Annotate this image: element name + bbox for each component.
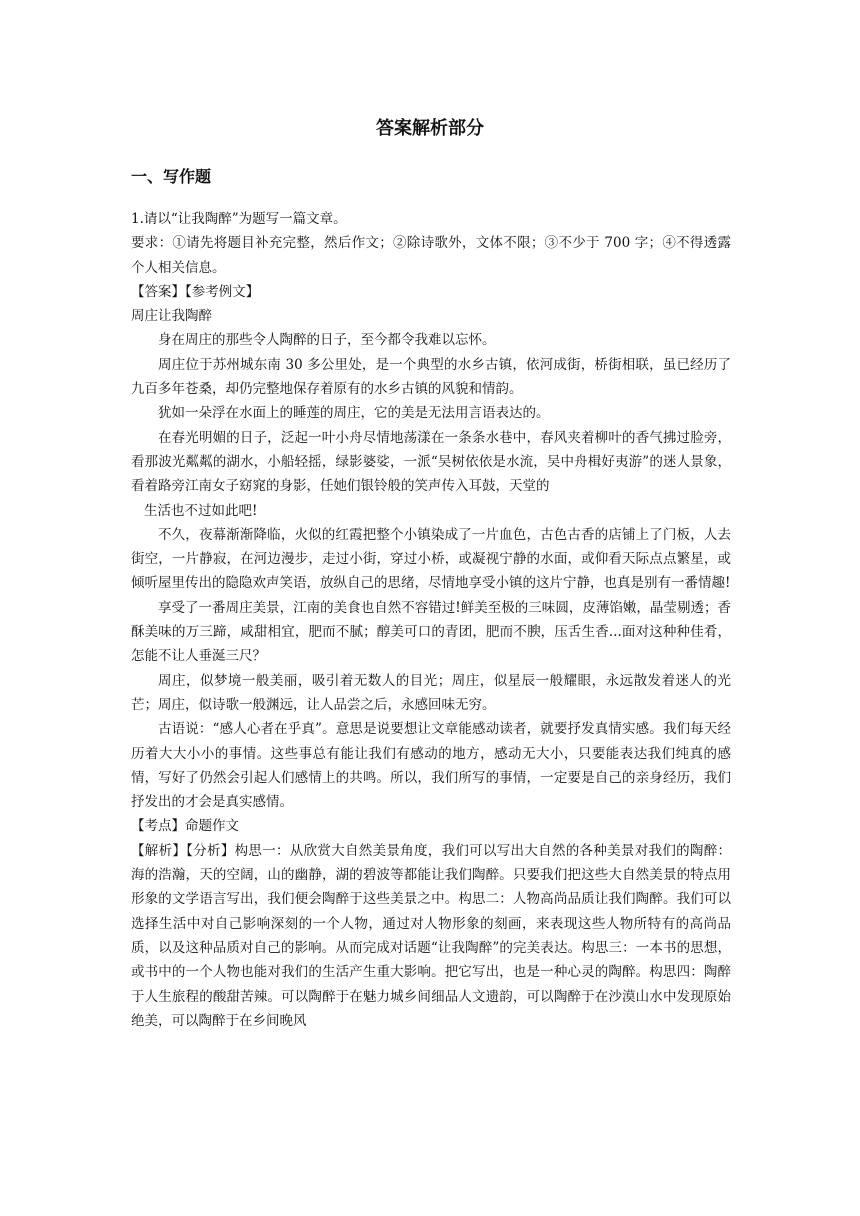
essay-title: 周庄让我陶醉 <box>131 308 212 325</box>
essay-paragraph: 不久，夜幕渐渐降临，火似的红霞把整个小镇染成了一片血色，古色古香的店铺上了门板，人去街空，一片静寂，在河边漫步，走过小街，穿过小桥，或凝视宁静的水面，或仰看天际点点繁星，或倾听屋里传出的隐隐欢声笑语，放纵自己的思绪，尽情地享受小镇的这片宁静，也真是别有一番情趣! <box>131 526 731 592</box>
document-body <box>131 207 731 1033</box>
section-heading: 一、写作题 <box>131 167 212 186</box>
question-requirements: 要求：①请先将题目补充完整，然后作文；②除诗歌外，文体不限；③不少于 700 字；④不得透露个人相关信息。 <box>131 235 731 276</box>
answer-label: 【答案】【参考例文】 <box>131 283 260 300</box>
analysis-paragraph: 【解析】【分析】构思一：从欣赏大自然美景角度，我们可以写出大自然的各种美景对我们的陶醉：海的浩瀚，天的空阔，山的幽静，湖的碧波等都能让我们陶醉。只要我们把这些大自然美景的特点用形象的文学语言写出，我们便会陶醉于这些美景之中。构思二：人物高尚品质让我们陶醉。我们可以选择生活中对自己影响深刻的一个人物，通过对人物形象的刻画，来表现这些人物所特有的高尚品质，以及这种品质对自己的影响。从而完成对话题“让我陶醉”的完美表达。构思三：一本书的思想，或书中的一个人物也能对我们的生活产生重大影响。把它写出，也是一种心灵的陶醉。构思四：陶醉于人生旅程的酸甜苦辣。可以陶醉于在魅力城乡间细品人文遗韵，可以陶醉于在沙漠山水中发现原始绝美，可以陶醉于在乡间晚风 <box>131 842 731 1029</box>
essay-paragraph: 犹如一朵浮在水面上的睡莲的周庄，它的美是无法用言语表达的。 <box>158 405 550 422</box>
exam-point: 【考点】命题作文 <box>131 818 239 835</box>
essay-paragraph: 在春光明媚的日子，泛起一叶小舟尽情地荡漾在一条条水巷中，春风夹着柳叶的香气拂过脸旁，看那波光粼粼的湖水，小船轻摇，绿影婆娑，一派“吴树依依是水流，吴中舟楫好夷游”的迷人景象，看着路旁江南女子窈窕的身影，任她们银铃般的笑声传入耳鼓，天堂的 <box>131 429 731 495</box>
essay-paragraph: 周庄，似梦境一般美丽，吸引着无数人的目光；周庄，似星辰一般耀眼，永远散发着迷人的光芒；周庄，似诗歌一般渊远，让人品尝之后，永感回味无穷。 <box>131 672 731 713</box>
essay-paragraph: 古语说：“感人心者在乎真”。意思是说要想让文章能感动读者，就要抒发真情实感。我们每天经历着大大小小的事情。这些事总有能让我们有感动的地方，感动无大小，只要能表达我们纯真的感情，写好了仍然会引起人们感情上的共鸣。所以，我们所写的事情，一定要是自己的亲身经历，我们抒发出的才会是真实感情。 <box>131 721 731 811</box>
question-prompt: 1.请以“让我陶醉”为题写一篇文章。 <box>131 211 347 227</box>
essay-paragraph: 享受了一番周庄美景，江南的美食也自然不容错过!鲜美至极的三味圆，皮薄馅嫩，晶莹剔透；香酥美味的万三蹄，咸甜相宜，肥而不腻；醇美可口的青团，肥而不腴，压舌生香...面对这种种佳肴，怎能不让人垂涎三尺？ <box>131 599 731 665</box>
essay-paragraph: 生活也不过如此吧! <box>144 502 258 519</box>
essay-paragraph: 周庄位于苏州城东南 30 多公里处，是一个典型的水乡古镇，依河成街，桥街相联，虽已经历了九百多年苍桑，却仍完整地保存着原有的水乡古镇的风貌和情韵。 <box>131 356 731 398</box>
essay-paragraph: 身在周庄的那些令人陶醉的日子，至今都令我难以忘怀。 <box>158 332 496 349</box>
page-title: 答案解析部分 <box>376 118 484 139</box>
